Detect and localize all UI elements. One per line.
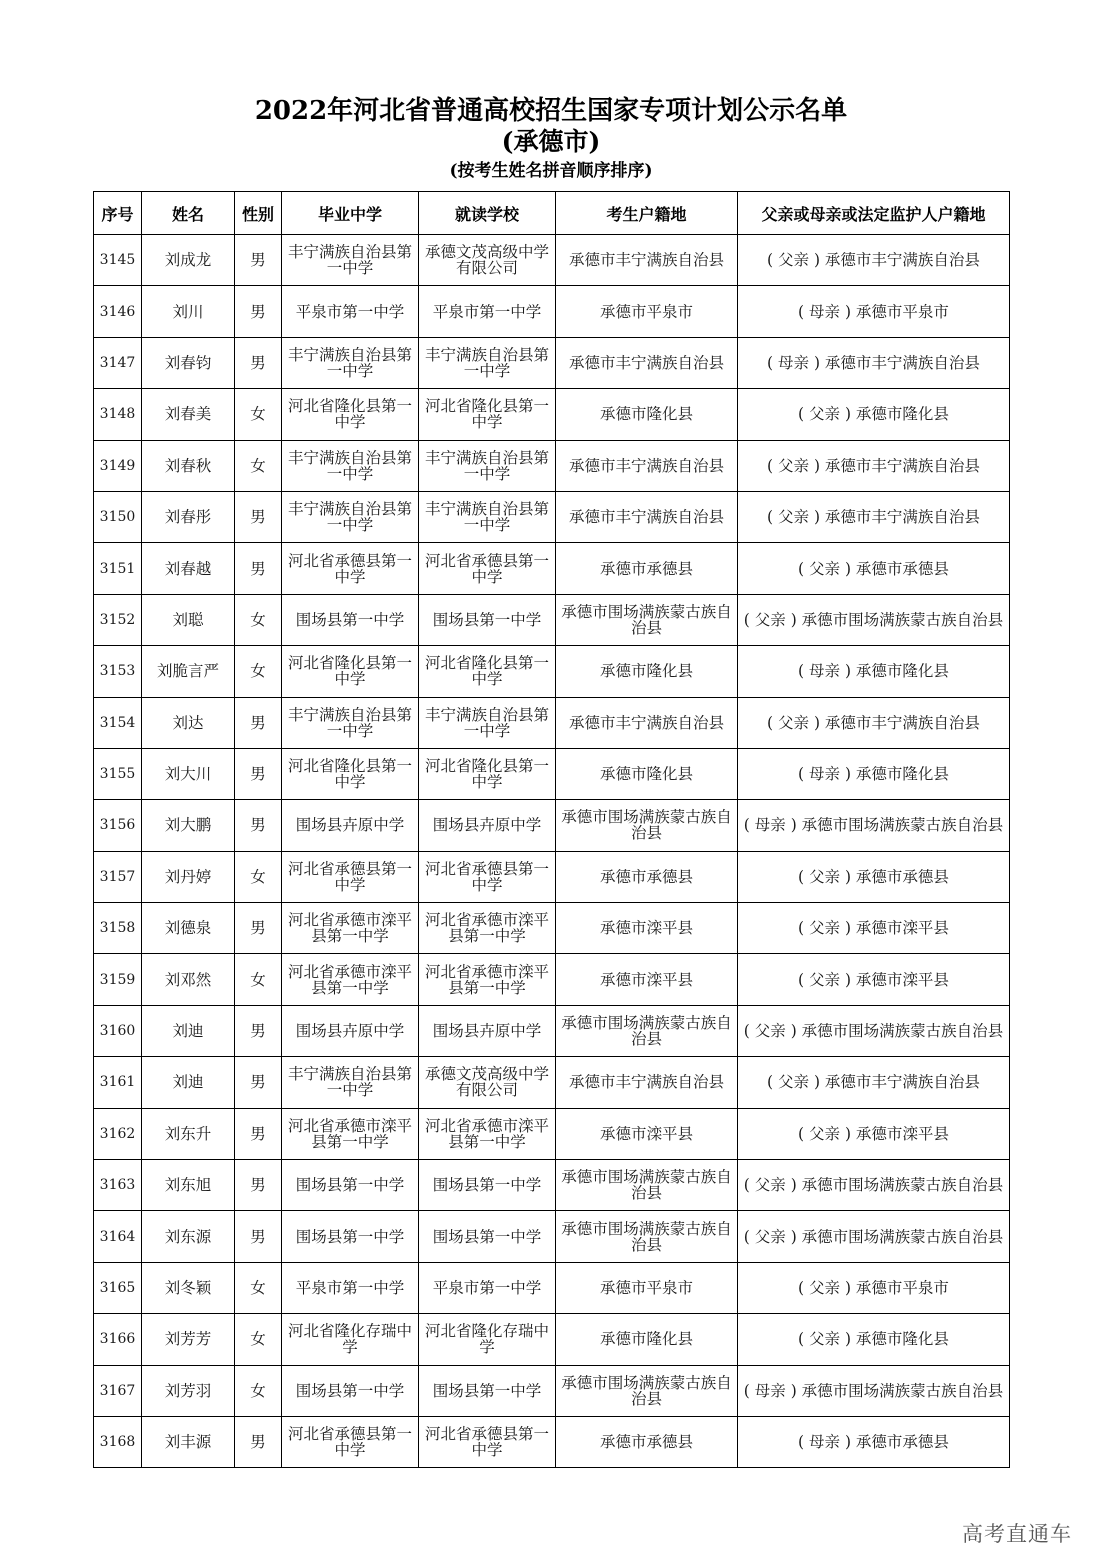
cell-gender: 女 — [235, 646, 282, 697]
cell-grad-school: 丰宁满族自治县第一中学 — [282, 1057, 419, 1108]
cell-name: 刘春越 — [142, 543, 235, 594]
cell-guardian: ( 母亲 ) 承德市隆化县 — [738, 646, 1010, 697]
cell-current-school: 围场县第一中学 — [419, 1211, 556, 1262]
column-header-guardian: 父亲或母亲或法定监护人户籍地 — [738, 192, 1010, 235]
cell-residence: 承德市围场满族蒙古族自治县 — [556, 1365, 738, 1416]
cell-current-school: 丰宁满族自治县第一中学 — [419, 491, 556, 542]
cell-seq: 3157 — [94, 851, 142, 902]
table-row — [94, 851, 1010, 902]
cell-grad-school: 河北省承德市滦平县第一中学 — [282, 954, 419, 1005]
cell-residence: 承德市围场满族蒙古族自治县 — [556, 800, 738, 851]
table-row — [94, 594, 1010, 645]
cell-seq: 3167 — [94, 1365, 142, 1416]
table-header-row — [94, 192, 1010, 235]
cell-grad-school: 河北省承德市滦平县第一中学 — [282, 903, 419, 954]
cell-current-school: 围场县第一中学 — [419, 594, 556, 645]
cell-residence: 承德市隆化县 — [556, 748, 738, 799]
cell-residence: 承德市滦平县 — [556, 1108, 738, 1159]
cell-seq: 3168 — [94, 1416, 142, 1467]
cell-name: 刘东升 — [142, 1108, 235, 1159]
table-row — [94, 697, 1010, 748]
cell-gender: 男 — [235, 1057, 282, 1108]
cell-grad-school: 平泉市第一中学 — [282, 1262, 419, 1313]
table-row — [94, 903, 1010, 954]
cell-gender: 男 — [235, 748, 282, 799]
cell-residence: 承德市围场满族蒙古族自治县 — [556, 1211, 738, 1262]
cell-seq: 3161 — [94, 1057, 142, 1108]
cell-gender: 女 — [235, 1365, 282, 1416]
cell-seq: 3166 — [94, 1314, 142, 1365]
table-row — [94, 1314, 1010, 1365]
cell-gender: 女 — [235, 851, 282, 902]
cell-gender: 男 — [235, 1108, 282, 1159]
cell-grad-school: 围场县卉原中学 — [282, 800, 419, 851]
cell-residence: 承德市丰宁满族自治县 — [556, 491, 738, 542]
cell-current-school: 丰宁满族自治县第一中学 — [419, 697, 556, 748]
cell-grad-school: 丰宁满族自治县第一中学 — [282, 491, 419, 542]
cell-current-school: 河北省隆化县第一中学 — [419, 389, 556, 440]
cell-residence: 承德市围场满族蒙古族自治县 — [556, 1005, 738, 1056]
cell-current-school: 承德文茂高级中学有限公司 — [419, 1057, 556, 1108]
cell-guardian: ( 父亲 ) 承德市承德县 — [738, 851, 1010, 902]
cell-guardian: ( 父亲 ) 承德市丰宁满族自治县 — [738, 697, 1010, 748]
cell-gender: 男 — [235, 1416, 282, 1467]
cell-name: 刘春钧 — [142, 337, 235, 388]
cell-name: 刘聪 — [142, 594, 235, 645]
cell-seq: 3164 — [94, 1211, 142, 1262]
cell-grad-school: 平泉市第一中学 — [282, 286, 419, 337]
cell-name: 刘东源 — [142, 1211, 235, 1262]
cell-name: 刘芳芳 — [142, 1314, 235, 1365]
cell-gender: 男 — [235, 235, 282, 286]
table-row — [94, 1365, 1010, 1416]
cell-name: 刘邓然 — [142, 954, 235, 1005]
cell-guardian: ( 母亲 ) 承德市隆化县 — [738, 748, 1010, 799]
cell-residence: 承德市承德县 — [556, 851, 738, 902]
cell-name: 刘迪 — [142, 1005, 235, 1056]
cell-guardian: ( 父亲 ) 承德市平泉市 — [738, 1262, 1010, 1313]
column-header-grad-school: 毕业中学 — [282, 192, 419, 235]
cell-guardian: ( 母亲 ) 承德市围场满族蒙古族自治县 — [738, 1365, 1010, 1416]
cell-current-school: 围场县卉原中学 — [419, 1005, 556, 1056]
cell-guardian: ( 母亲 ) 承德市承德县 — [738, 1416, 1010, 1467]
cell-residence: 承德市隆化县 — [556, 1314, 738, 1365]
cell-residence: 承德市丰宁满族自治县 — [556, 337, 738, 388]
table-row — [94, 389, 1010, 440]
cell-current-school: 河北省隆化县第一中学 — [419, 646, 556, 697]
cell-seq: 3158 — [94, 903, 142, 954]
cell-grad-school: 河北省隆化存瑞中学 — [282, 1314, 419, 1365]
cell-current-school: 河北省隆化存瑞中学 — [419, 1314, 556, 1365]
watermark-text: 高考直通车 — [962, 1522, 1072, 1546]
cell-current-school: 河北省隆化县第一中学 — [419, 748, 556, 799]
cell-gender: 男 — [235, 1211, 282, 1262]
cell-residence: 承德市隆化县 — [556, 389, 738, 440]
cell-name: 刘大川 — [142, 748, 235, 799]
cell-current-school: 承德文茂高级中学有限公司 — [419, 235, 556, 286]
cell-current-school: 围场县第一中学 — [419, 1365, 556, 1416]
cell-residence: 承德市承德县 — [556, 1416, 738, 1467]
cell-current-school: 围场县第一中学 — [419, 1160, 556, 1211]
table-row — [94, 286, 1010, 337]
column-header-residence: 考生户籍地 — [556, 192, 738, 235]
cell-guardian: ( 父亲 ) 承德市围场满族蒙古族自治县 — [738, 1160, 1010, 1211]
cell-guardian: ( 母亲 ) 承德市平泉市 — [738, 286, 1010, 337]
cell-seq: 3149 — [94, 440, 142, 491]
cell-residence: 承德市丰宁满族自治县 — [556, 440, 738, 491]
cell-guardian: ( 父亲 ) 承德市围场满族蒙古族自治县 — [738, 1211, 1010, 1262]
table-row — [94, 646, 1010, 697]
table-row — [94, 440, 1010, 491]
table-row — [94, 748, 1010, 799]
cell-seq: 3152 — [94, 594, 142, 645]
table-row — [94, 1211, 1010, 1262]
cell-guardian: ( 父亲 ) 承德市隆化县 — [738, 1314, 1010, 1365]
cell-guardian: ( 母亲 ) 承德市丰宁满族自治县 — [738, 337, 1010, 388]
cell-guardian: ( 父亲 ) 承德市丰宁满族自治县 — [738, 1057, 1010, 1108]
cell-gender: 男 — [235, 800, 282, 851]
cell-gender: 女 — [235, 1314, 282, 1365]
table-row — [94, 1160, 1010, 1211]
cell-current-school: 丰宁满族自治县第一中学 — [419, 337, 556, 388]
cell-grad-school: 丰宁满族自治县第一中学 — [282, 697, 419, 748]
cell-grad-school: 围场县第一中学 — [282, 1211, 419, 1262]
cell-seq: 3162 — [94, 1108, 142, 1159]
cell-name: 刘德泉 — [142, 903, 235, 954]
cell-seq: 3150 — [94, 491, 142, 542]
cell-seq: 3155 — [94, 748, 142, 799]
cell-current-school: 河北省承德市滦平县第一中学 — [419, 903, 556, 954]
cell-current-school: 丰宁满族自治县第一中学 — [419, 440, 556, 491]
cell-guardian: ( 父亲 ) 承德市滦平县 — [738, 954, 1010, 1005]
column-header-gender: 性别 — [235, 192, 282, 235]
cell-residence: 承德市丰宁满族自治县 — [556, 1057, 738, 1108]
cell-guardian: ( 父亲 ) 承德市丰宁满族自治县 — [738, 235, 1010, 286]
roster-table — [93, 191, 1010, 1468]
cell-gender: 男 — [235, 543, 282, 594]
cell-seq: 3146 — [94, 286, 142, 337]
table-row — [94, 1108, 1010, 1159]
cell-grad-school: 围场县卉原中学 — [282, 1005, 419, 1056]
cell-seq: 3145 — [94, 235, 142, 286]
cell-current-school: 围场县卉原中学 — [419, 800, 556, 851]
cell-gender: 女 — [235, 1262, 282, 1313]
cell-gender: 男 — [235, 1005, 282, 1056]
cell-gender: 女 — [235, 594, 282, 645]
cell-guardian: ( 父亲 ) 承德市围场满族蒙古族自治县 — [738, 1005, 1010, 1056]
cell-name: 刘东旭 — [142, 1160, 235, 1211]
cell-seq: 3156 — [94, 800, 142, 851]
cell-name: 刘丰源 — [142, 1416, 235, 1467]
cell-grad-school: 丰宁满族自治县第一中学 — [282, 235, 419, 286]
cell-current-school: 河北省承德县第一中学 — [419, 543, 556, 594]
cell-name: 刘达 — [142, 697, 235, 748]
cell-gender: 男 — [235, 337, 282, 388]
cell-grad-school: 河北省隆化县第一中学 — [282, 646, 419, 697]
cell-current-school: 河北省承德县第一中学 — [419, 851, 556, 902]
cell-residence: 承德市围场满族蒙古族自治县 — [556, 1160, 738, 1211]
cell-residence: 承德市承德县 — [556, 543, 738, 594]
cell-gender: 女 — [235, 389, 282, 440]
cell-grad-school: 丰宁满族自治县第一中学 — [282, 337, 419, 388]
page-subtitle: (承德市) — [501, 127, 601, 156]
cell-seq: 3160 — [94, 1005, 142, 1056]
table-row — [94, 1262, 1010, 1313]
column-header-name: 姓名 — [142, 192, 235, 235]
cell-residence: 承德市滦平县 — [556, 954, 738, 1005]
cell-residence: 承德市平泉市 — [556, 286, 738, 337]
cell-seq: 3165 — [94, 1262, 142, 1313]
cell-grad-school: 河北省承德县第一中学 — [282, 543, 419, 594]
cell-seq: 3163 — [94, 1160, 142, 1211]
cell-gender: 男 — [235, 1160, 282, 1211]
cell-seq: 3154 — [94, 697, 142, 748]
cell-guardian: ( 父亲 ) 承德市隆化县 — [738, 389, 1010, 440]
column-header-current-school: 就读学校 — [419, 192, 556, 235]
cell-gender: 男 — [235, 491, 282, 542]
table-row — [94, 1416, 1010, 1467]
sort-note: (按考生姓名拼音顺序排序) — [449, 161, 653, 181]
cell-residence: 承德市丰宁满族自治县 — [556, 697, 738, 748]
cell-grad-school: 围场县第一中学 — [282, 1365, 419, 1416]
cell-name: 刘川 — [142, 286, 235, 337]
cell-current-school: 平泉市第一中学 — [419, 286, 556, 337]
page-title: 2022年河北省普通高校招生国家专项计划公示名单 — [254, 96, 848, 126]
table-row — [94, 491, 1010, 542]
cell-grad-school: 河北省承德县第一中学 — [282, 1416, 419, 1467]
table-row — [94, 1057, 1010, 1108]
cell-name: 刘冬颖 — [142, 1262, 235, 1313]
table-row — [94, 337, 1010, 388]
cell-name: 刘春美 — [142, 389, 235, 440]
table-row — [94, 235, 1010, 286]
cell-grad-school: 丰宁满族自治县第一中学 — [282, 440, 419, 491]
cell-guardian: ( 父亲 ) 承德市丰宁满族自治县 — [738, 440, 1010, 491]
cell-guardian: ( 父亲 ) 承德市围场满族蒙古族自治县 — [738, 594, 1010, 645]
cell-current-school: 河北省承德县第一中学 — [419, 1416, 556, 1467]
cell-guardian: ( 父亲 ) 承德市滦平县 — [738, 903, 1010, 954]
table-row — [94, 800, 1010, 851]
cell-current-school: 平泉市第一中学 — [419, 1262, 556, 1313]
table-row — [94, 954, 1010, 1005]
cell-grad-school: 河北省承德县第一中学 — [282, 851, 419, 902]
cell-seq: 3159 — [94, 954, 142, 1005]
cell-name: 刘脆言严 — [142, 646, 235, 697]
cell-grad-school: 河北省隆化县第一中学 — [282, 748, 419, 799]
cell-residence: 承德市隆化县 — [556, 646, 738, 697]
cell-name: 刘迪 — [142, 1057, 235, 1108]
cell-seq: 3148 — [94, 389, 142, 440]
cell-gender: 女 — [235, 954, 282, 1005]
table-row — [94, 1005, 1010, 1056]
cell-seq: 3147 — [94, 337, 142, 388]
cell-name: 刘芳羽 — [142, 1365, 235, 1416]
cell-gender: 男 — [235, 286, 282, 337]
cell-name: 刘春彤 — [142, 491, 235, 542]
cell-name: 刘大鹏 — [142, 800, 235, 851]
cell-grad-school: 河北省隆化县第一中学 — [282, 389, 419, 440]
cell-current-school: 河北省承德市滦平县第一中学 — [419, 954, 556, 1005]
cell-residence: 承德市围场满族蒙古族自治县 — [556, 594, 738, 645]
cell-name: 刘春秋 — [142, 440, 235, 491]
cell-guardian: ( 父亲 ) 承德市丰宁满族自治县 — [738, 491, 1010, 542]
cell-gender: 男 — [235, 903, 282, 954]
cell-residence: 承德市平泉市 — [556, 1262, 738, 1313]
cell-seq: 3153 — [94, 646, 142, 697]
cell-gender: 女 — [235, 440, 282, 491]
cell-grad-school: 围场县第一中学 — [282, 594, 419, 645]
cell-guardian: ( 母亲 ) 承德市围场满族蒙古族自治县 — [738, 800, 1010, 851]
cell-name: 刘成龙 — [142, 235, 235, 286]
cell-seq: 3151 — [94, 543, 142, 594]
cell-gender: 男 — [235, 697, 282, 748]
table-row — [94, 543, 1010, 594]
column-header-seq: 序号 — [94, 192, 142, 235]
cell-grad-school: 围场县第一中学 — [282, 1160, 419, 1211]
cell-current-school: 河北省承德市滦平县第一中学 — [419, 1108, 556, 1159]
cell-residence: 承德市丰宁满族自治县 — [556, 235, 738, 286]
cell-name: 刘丹婷 — [142, 851, 235, 902]
cell-guardian: ( 父亲 ) 承德市滦平县 — [738, 1108, 1010, 1159]
cell-guardian: ( 父亲 ) 承德市承德县 — [738, 543, 1010, 594]
cell-grad-school: 河北省承德市滦平县第一中学 — [282, 1108, 419, 1159]
cell-residence: 承德市滦平县 — [556, 903, 738, 954]
